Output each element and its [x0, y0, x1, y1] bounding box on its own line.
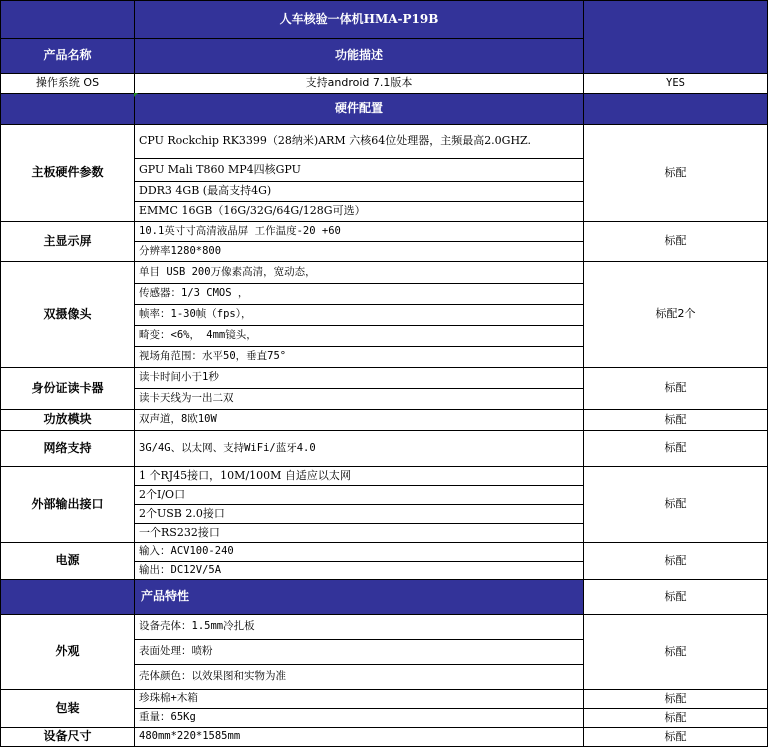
amplifier-label: 功放模块	[1, 410, 135, 431]
camera-label: 双摄像头	[1, 262, 135, 368]
camera-item: 单目 USB 200万像素高清，宽动态，	[135, 262, 584, 284]
power-item: 输出：DC12V/5A	[135, 562, 584, 580]
section-features	[1, 580, 768, 615]
appearance-item: 壳体颜色：以效果图和实物为准	[135, 665, 584, 690]
os-desc: 支持android 7.1版本	[135, 74, 584, 94]
table-row	[1, 368, 768, 389]
display-item: 分辨率1280*800	[135, 242, 584, 262]
appearance-value: 标配	[584, 615, 768, 690]
section-features-blank	[1, 580, 135, 615]
mainboard-label: 主板硬件参数	[1, 125, 135, 222]
mainboard-gpu: GPU Mali T860 MP4四核GPU	[135, 159, 584, 182]
appearance-item: 表面处理：喷粉	[135, 640, 584, 665]
power-item: 输入：ACV100-240	[135, 543, 584, 562]
section-hardware-title: 硬件配置	[135, 94, 584, 125]
camera-item: 传感器：1/3 CMOS ，	[135, 284, 584, 305]
table-row	[1, 728, 768, 747]
network-item: 3G/4G、以太网、支持WiFi/蓝牙4.0	[135, 431, 584, 467]
header-product-name: 产品名称	[1, 39, 135, 74]
size-item: 480mm*220*1585mm	[135, 728, 584, 747]
packaging-label: 包装	[1, 690, 135, 728]
ports-label: 外部输出接口	[1, 467, 135, 543]
size-value: 标配	[584, 728, 768, 747]
network-value: 标配	[584, 431, 768, 467]
table-row	[1, 690, 768, 709]
camera-item: 视场角范围：水平50，垂直75°	[135, 347, 584, 368]
power-label: 电源	[1, 543, 135, 580]
os-row	[1, 74, 768, 94]
mainboard-value: 标配	[584, 125, 768, 222]
ports-item: 2个USB 2.0接口	[135, 505, 584, 524]
idcard-item: 读卡时间小于1秒	[135, 368, 584, 389]
idcard-item: 读卡天线为一出二双	[135, 389, 584, 410]
section-features-value: 标配	[584, 580, 768, 615]
mainboard-cpu: CPU Rockchip RK3399（28纳米)ARM 六核64位处理器，主频最高2.0GHZ.	[135, 125, 584, 159]
table-row	[1, 431, 768, 467]
table-row	[1, 262, 768, 284]
title-blank	[1, 1, 135, 39]
table-row	[1, 125, 768, 159]
ports-item: 2个I/O口	[135, 486, 584, 505]
header-blank-right	[584, 1, 768, 74]
camera-value: 标配2个	[584, 262, 768, 368]
table-row	[1, 615, 768, 640]
title-row	[1, 1, 768, 39]
section-hardware-blank-right	[584, 94, 768, 125]
table-row	[1, 467, 768, 486]
mainboard-ram: DDR3 4GB (最高支持4G)	[135, 182, 584, 202]
idcard-value: 标配	[584, 368, 768, 410]
table-row	[1, 543, 768, 562]
table-row	[1, 222, 768, 242]
os-label: 操作系统 OS	[1, 74, 135, 94]
display-label: 主显示屏	[1, 222, 135, 262]
camera-item: 畸变：<6%， 4mm镜头，	[135, 326, 584, 347]
os-value: YES	[584, 74, 768, 94]
appearance-label: 外观	[1, 615, 135, 690]
power-value: 标配	[584, 543, 768, 580]
header-function-desc: 功能描述	[135, 39, 584, 74]
ports-item: 一个RS232接口	[135, 524, 584, 543]
display-value: 标配	[584, 222, 768, 262]
size-label: 设备尺寸	[1, 728, 135, 747]
network-label: 网络支持	[1, 431, 135, 467]
section-hardware	[1, 94, 768, 125]
cell-comment-marker	[134, 93, 138, 97]
ports-item: 1 个RJ45接口，10M/100M 自适应以太网	[135, 467, 584, 486]
camera-item: 帧率：1-30帧（fps），	[135, 305, 584, 326]
display-item: 10.1英寸寸高清液晶屏 工作温度-20 +60	[135, 222, 584, 242]
amplifier-value: 标配	[584, 410, 768, 431]
appearance-item: 设备壳体：1.5mm冷扎板	[135, 615, 584, 640]
packaging-value: 标配	[584, 690, 768, 709]
amplifier-item: 双声道，8欧10W	[135, 410, 584, 431]
section-features-title: 产品特性	[135, 580, 584, 615]
table-title: 人车核验一体机HMA-P19B	[135, 1, 584, 39]
mainboard-storage: EMMC 16GB（16G/32G/64G/128G可选）	[135, 202, 584, 222]
section-hardware-blank	[1, 94, 135, 125]
packaging-item: 重量：65Kg	[135, 709, 584, 728]
table-row	[1, 410, 768, 431]
packaging-value: 标配	[584, 709, 768, 728]
packaging-item: 珍珠棉+木箱	[135, 690, 584, 709]
ports-value: 标配	[584, 467, 768, 543]
idcard-label: 身份证读卡器	[1, 368, 135, 410]
